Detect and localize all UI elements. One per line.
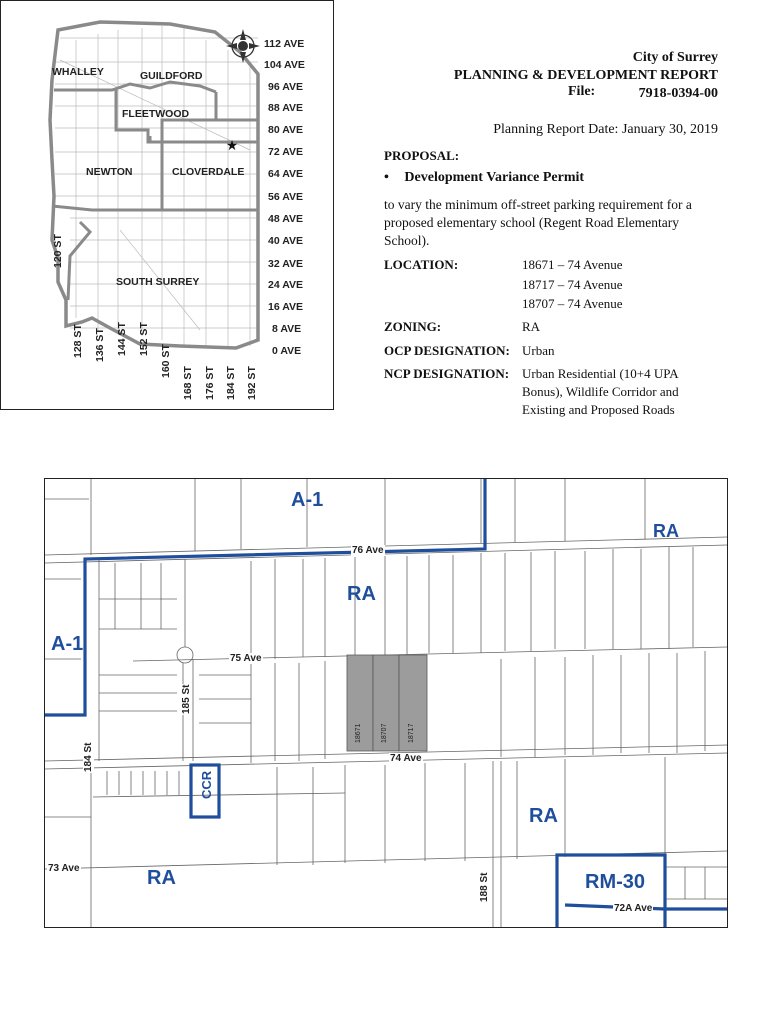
- ov-avenue-label: 112 AVE: [264, 38, 305, 50]
- ov-community-label: FLEETWOOD: [122, 108, 190, 120]
- proposal-description: to vary the minimum off-street parking requirement for a proposed elementary school (Regent Road Elementary School).: [384, 197, 692, 248]
- ov-avenue-label: 16 AVE: [268, 301, 304, 313]
- zoning-value: RA: [522, 319, 541, 334]
- proposal-type: Development Variance Permit: [404, 170, 585, 185]
- location-label: LOCATION:: [384, 257, 459, 272]
- ov-avenue-label: 56 AVE: [268, 191, 304, 203]
- ocp-label: OCP DESIGNATION:: [384, 343, 510, 358]
- road-label: 184 St: [83, 742, 94, 772]
- ov-community-label: GUILDFORD: [140, 70, 203, 82]
- ov-street-label: 176 ST: [204, 366, 216, 400]
- ocp-value: Urban: [522, 343, 555, 358]
- road-label: 185 St: [181, 684, 192, 714]
- compass-icon: [226, 29, 260, 63]
- zone-label: CCR: [199, 770, 214, 799]
- report-date: Planning Report Date: January 30, 2019: [493, 122, 718, 137]
- bullet-icon: •: [384, 170, 389, 185]
- report-title: PLANNING & DEVELOPMENT REPORT: [453, 68, 718, 83]
- zone-label: RA: [529, 805, 558, 827]
- ov-community-label: SOUTH SURREY: [116, 276, 200, 288]
- subject-lot-label: 18671: [355, 723, 362, 743]
- ov-avenue-label: 80 AVE: [268, 124, 304, 136]
- ov-community-label: CLOVERDALE: [172, 166, 245, 178]
- ncp-value: Urban Residential (10+4 UPA Bonus), Wildlife Corridor and Existing and Proposed Roads: [522, 366, 679, 417]
- zone-label: A-1: [291, 489, 324, 511]
- road-label: 73 Ave: [48, 863, 80, 874]
- ov-community-label: NEWTON: [86, 166, 133, 178]
- zoning-map-graphic: [45, 479, 727, 927]
- zoning-label: ZONING:: [384, 319, 442, 334]
- zone-label: RA: [147, 867, 176, 889]
- ov-avenue-label: 48 AVE: [268, 213, 304, 225]
- file-label: File:: [568, 84, 596, 99]
- subject-lot-label: 18707: [381, 723, 388, 743]
- ov-street-label: 144 ST: [116, 322, 128, 356]
- overview-map: [0, 0, 334, 410]
- proposal-bullet: [384, 170, 584, 186]
- ov-avenue-label: 72 AVE: [268, 146, 304, 158]
- ov-street-label: 136 ST: [94, 328, 106, 362]
- ov-avenue-label: 8 AVE: [272, 323, 302, 335]
- star-icon: ★: [225, 139, 239, 154]
- ov-avenue-label: 88 AVE: [268, 102, 304, 114]
- ov-avenue-label: 40 AVE: [268, 235, 304, 247]
- ov-avenue-label: 96 AVE: [268, 81, 304, 93]
- proposal-label: PROPOSAL:: [384, 148, 460, 163]
- file-number: 7918-0394-00: [638, 86, 718, 101]
- ov-street-label: 128 ST: [72, 324, 84, 358]
- ov-street-label: 120 ST: [52, 234, 64, 268]
- road-label: 74 Ave: [390, 753, 422, 764]
- location-line: 18707 – 74 Avenue: [522, 296, 623, 311]
- zone-label: RA: [653, 521, 679, 541]
- location-line: 18671 – 74 Avenue: [522, 257, 623, 272]
- road-label: 72A Ave: [614, 903, 653, 914]
- ov-street-label: 160 ST: [160, 344, 172, 378]
- subject-lot-label: 18717: [408, 723, 415, 743]
- zone-label: RA: [347, 583, 376, 605]
- ov-community-label: WHALLEY: [52, 66, 104, 78]
- road-label: 188 St: [479, 872, 490, 902]
- ov-avenue-label: 32 AVE: [268, 258, 304, 270]
- zone-label: A-1: [51, 633, 84, 655]
- ov-street-label: 152 ST: [138, 322, 150, 356]
- ov-street-label: 184 ST: [225, 366, 237, 400]
- ov-avenue-label: 64 AVE: [268, 168, 304, 180]
- location-line: 18717 – 74 Avenue: [522, 277, 623, 292]
- ov-street-label: 192 ST: [246, 366, 258, 400]
- ov-avenue-label: 104 AVE: [264, 59, 305, 71]
- road-label: 76 Ave: [352, 545, 384, 556]
- road-label: 75 Ave: [230, 653, 262, 664]
- ov-avenue-label: 24 AVE: [268, 279, 304, 291]
- ncp-label: NCP DESIGNATION:: [384, 366, 510, 381]
- zone-label: RM-30: [585, 871, 646, 893]
- ov-street-label: 168 ST: [182, 366, 194, 400]
- ov-avenue-label: 0 AVE: [272, 345, 302, 357]
- zoning-map: [44, 478, 728, 928]
- city-name: City of Surrey: [632, 50, 718, 65]
